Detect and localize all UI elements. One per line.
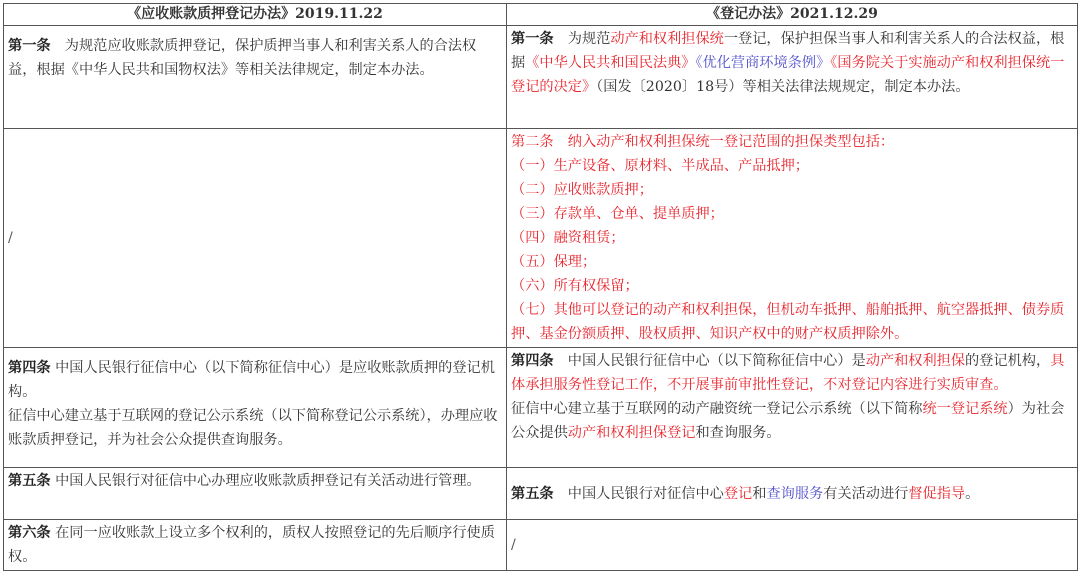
right-empty-cell: /: [507, 520, 1078, 571]
article-text: 为规范: [553, 31, 611, 47]
table-row: [4, 348, 1078, 468]
article-label: 第六条: [8, 525, 51, 541]
article-text: 征信中心建立基于互联网的登记公示系统（以下简称登记公示系统），办理应收账款质押登记，并为社会公众提供查询服务。: [8, 408, 498, 448]
article-text: 中国人民银行征信中心（以下简称征信中心）是: [553, 353, 866, 369]
left-empty-cell: /: [4, 129, 507, 348]
highlight-text: 动产和权利担保统: [610, 31, 724, 47]
highlight-text: 《国务院关于实施动产和权利担保统一登记的决定》: [511, 55, 1065, 95]
left-article-1: [4, 26, 507, 129]
right-article-4: [507, 348, 1078, 468]
article-text: 中国人民银行对征信中心办理应收账款质押登记有关活动进行管理。: [50, 473, 481, 489]
article-line: （六）所有权保留；: [511, 278, 639, 294]
highlight-text: 动产和权利担保: [865, 353, 966, 369]
article-line: （三）存款单、仓单、提单质押；: [511, 206, 724, 222]
article-line: （四）融资租赁；: [511, 230, 625, 246]
table-row: [4, 520, 1078, 571]
table-row: [4, 129, 1078, 348]
right-article-2: [507, 129, 1078, 348]
left-article-6: [4, 520, 507, 571]
table-row: [4, 468, 1078, 520]
highlight-text: 具体承担服务性登记工作，不开展事前审批性登记，不对登记内容进行实质审查。: [511, 353, 1065, 393]
article-text: 为规范应收账款质押登记，保护质押当事人和利害关系人的合法权益，根据《中华人民共和国物权法》等相关法律规定，制定本办法。: [8, 38, 477, 78]
table-row: [4, 26, 1078, 129]
left-column-title: 《应收账款质押登记办法》2019.11.22: [4, 4, 507, 26]
highlight-text: 统一登记系统: [922, 401, 1008, 417]
article-text: 征信中心建立基于互联网的动产融资统一登记公示系统（以下简称: [511, 401, 923, 417]
article-text: 一登记，保护担保当事人和利害关系人的合法权益，根据: [511, 31, 1065, 71]
article-line: （二）应收账款质押；: [511, 182, 653, 198]
article-text: 在同一应收账款上设立多个权利的，质权人按照登记的先后顺序行使质权。: [8, 525, 495, 565]
highlight-text: 动产和权利担保登记: [567, 425, 696, 441]
right-column-title: 《登记办法》2021.12.29: [507, 4, 1078, 26]
article-text: 。: [965, 485, 980, 502]
highlight-text: 《中华人民共和国民法典》: [525, 55, 696, 71]
article-text: 中国人民银行对征信中心: [553, 485, 724, 502]
article-label: 第四条: [511, 353, 554, 369]
highlight-text-blue: 《优化营商环境条例》: [695, 55, 831, 71]
left-article-4: [4, 348, 507, 468]
article-line: （五）保理；: [511, 254, 597, 270]
article-text: 中国人民银行征信中心（以下简称征信中心）是应收账款质押的登记机构。: [8, 360, 495, 400]
article-text: （国发〔2020〕18号）等相关法律法规规定，制定本办法。: [596, 79, 970, 95]
table-header-row: [4, 4, 1078, 26]
article-label: 第五条: [8, 473, 51, 489]
article-label: 第一条: [8, 38, 51, 54]
article-line: 第二条 纳入动产和权利担保统一登记范围的担保类型包括：: [511, 134, 895, 150]
right-article-1: [507, 26, 1078, 129]
left-article-5: [4, 468, 507, 520]
article-text: 和: [752, 485, 767, 502]
article-text: ）为社会公众提供: [511, 401, 1065, 441]
comparison-table: [3, 3, 1078, 571]
article-line: （一）生产设备、原材料、半成品、产品抵押；: [511, 158, 809, 174]
article-text: 和查询服务。: [695, 425, 781, 441]
article-text: 有关活动进行: [823, 485, 909, 502]
article-label: 第一条: [511, 31, 554, 47]
article-text: 的登记机构，: [965, 353, 1051, 369]
highlight-text-blue: 查询服务: [766, 485, 824, 502]
highlight-text: 督促指导: [908, 485, 966, 502]
highlight-text: 登记: [723, 485, 753, 502]
right-article-5: [507, 468, 1078, 520]
article-line: （七）其他可以登记的动产和权利担保，但机动车抵押、船舶抵押、航空器抵押、债券质押、基金份额质押、股权质押、知识产权中的财产权质押除外。: [511, 302, 1065, 342]
article-label: 第五条: [511, 485, 554, 502]
article-label: 第四条: [8, 360, 51, 376]
